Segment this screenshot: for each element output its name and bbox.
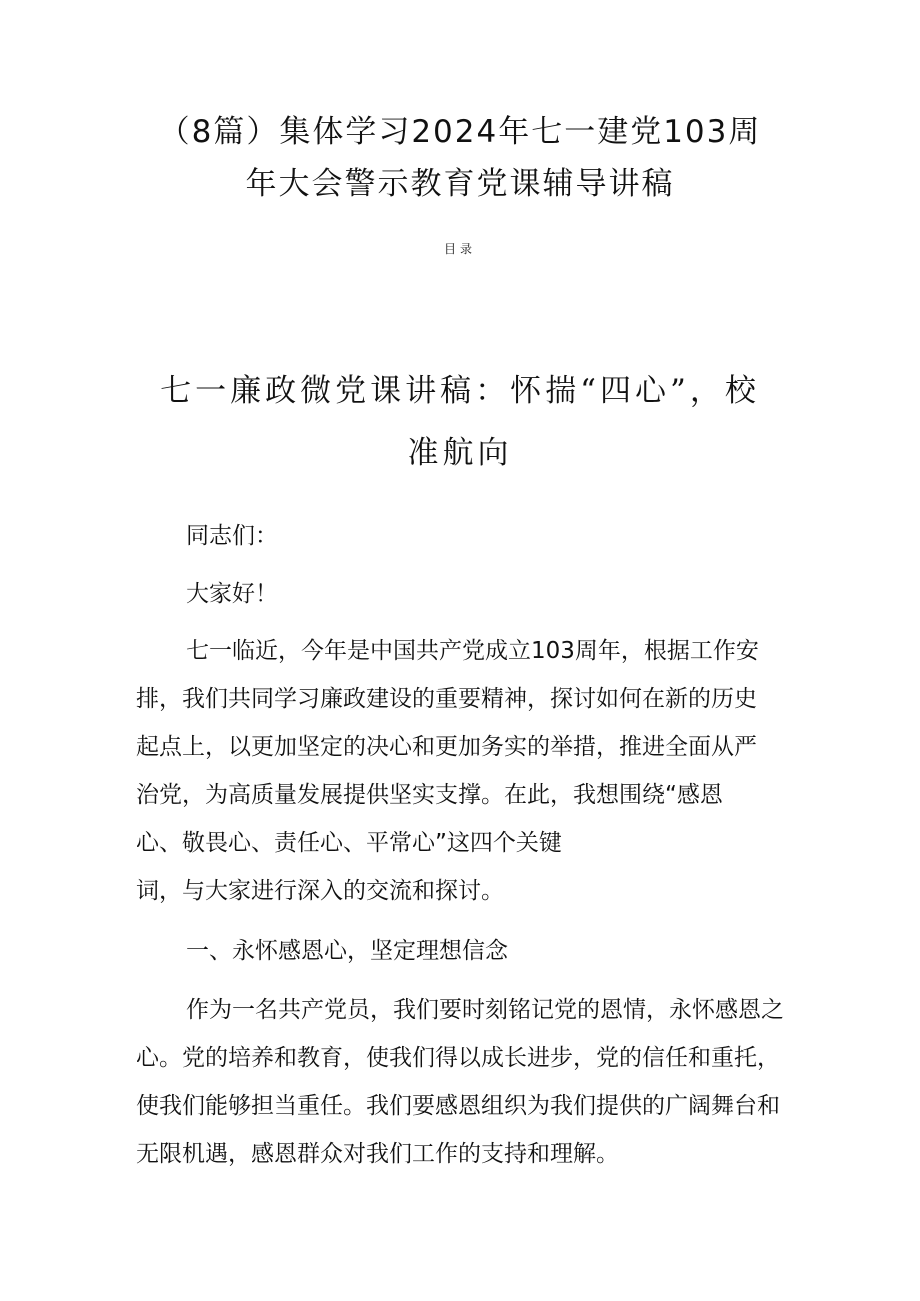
section-title xyxy=(130,360,790,484)
intro-line: 心、敬畏心、责任心、平常心”这四个关键 xyxy=(136,830,562,856)
section-title-line-1: 七一廉政微党课讲稿：怀揣“四心”，校 xyxy=(160,373,760,409)
intro-line: 七一临近，今年是中国共产党成立103周年，根据工作安 xyxy=(186,638,759,664)
greeting-text: 同志们： xyxy=(186,523,278,549)
intro-paragraph-end xyxy=(136,867,796,915)
body-line: 无限机遇，感恩群众对我们工作的支持和理解。 xyxy=(136,1141,619,1167)
intro-line: 排，我们共同学习廉政建设的重要精神，探讨如何在新的历史 xyxy=(136,686,757,712)
greeting-paragraph xyxy=(136,512,796,560)
heading-one-paragraph xyxy=(136,927,796,975)
intro-line: 起点上，以更加坚定的决心和更加务实的举措，推进全面从严 xyxy=(136,734,757,760)
body-line: 心。党的培养和教育，使我们得以成长进步，党的信任和重托， xyxy=(136,1045,780,1071)
body-line: 作为一名共产党员，我们要时刻铭记党的恩情，永怀感恩之 xyxy=(186,997,784,1023)
table-of-contents-label: 目录 xyxy=(443,242,476,256)
document-title-line-1: （8篇）集体学习2024年七一建党103周 xyxy=(158,114,762,150)
intro-line: 治党，为高质量发展提供坚实支撑。在此，我想围绕“感恩 xyxy=(136,782,723,808)
intro-line: 词，与大家进行深入的交流和探讨。 xyxy=(136,878,504,904)
hello-text: 大家好！ xyxy=(186,581,278,607)
section-title-line-2: 准航向 xyxy=(407,435,513,471)
hello-paragraph xyxy=(136,570,796,618)
body-paragraph xyxy=(136,986,796,1178)
document-title xyxy=(120,106,800,210)
document-title-line-2: 年大会警示教育党课辅导讲稿 xyxy=(245,166,675,202)
intro-paragraph xyxy=(136,627,796,867)
heading-one: 一、永怀感恩心，坚定理想信念 xyxy=(186,938,508,964)
body-line: 使我们能够担当重任。我们要感恩组织为我们提供的广阔舞台和 xyxy=(136,1093,780,1119)
